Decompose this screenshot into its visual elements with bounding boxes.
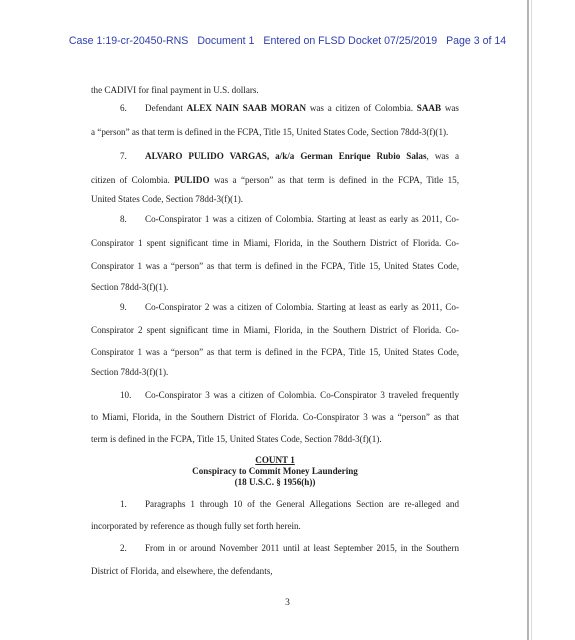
paragraph-8-line-4: Section 78dd-3(f)(1). — [91, 282, 169, 292]
count-statute: (18 U.S.C. § 1956(h)) — [234, 477, 316, 487]
paragraph-7-line-1: 7. ALVARO PULIDO VARGAS, a/k/a German Enrique Rubio Salas, was a — [120, 151, 460, 161]
docket-header — [0, 35, 575, 47]
paragraph-10-line-2: to Miami, Florida, in the Southern District of Florida. Co-Conspirator 3 was a “person” as that — [91, 412, 459, 422]
paragraph-10-line-3: term is defined in the FCPA, Title 15, United States Code, Section 78dd-3(f)(1). — [91, 434, 382, 444]
paragraph-7-line-3: United States Code, Section 78dd-3(f)(1). — [91, 194, 244, 204]
scan-edge-line-secondary — [531, 0, 532, 640]
paragraph-number: 6. — [120, 103, 127, 113]
paragraph-8-line-2: Conspirator 1 spent significant time in Miami, Florida, in the Southern District of Florida. Co- — [91, 238, 459, 248]
header-document: Document 1 — [197, 35, 255, 47]
paragraph-number: 10. — [120, 390, 132, 400]
count-heading — [91, 455, 459, 488]
header-page: Page 3 of 14 — [446, 35, 507, 47]
paragraph-number: 9. — [120, 302, 127, 312]
paragraph-8-line-3: Conspirator 1 was a “person” as that term is defined in the FCPA, Title 15, United States Code, — [91, 261, 459, 271]
count-paragraph-2-line-2: District of Florida, and elsewhere, the defendants, — [91, 566, 273, 576]
paragraph-6-line-2: a “person” as that term is defined in the FCPA, Title 15, United States Code, Section 78dd-3(f)(1). — [91, 127, 449, 137]
count-subtitle: Conspiracy to Commit Money Laundering — [192, 466, 358, 476]
paragraph-number: 8. — [120, 214, 127, 224]
paragraph-10-line-1: 10. Co-Conspirator 3 was a citizen of Colombia. Co-Conspirator 3 traveled frequently — [120, 390, 459, 400]
header-entered: Entered on FLSD Docket 07/25/2019 — [263, 35, 438, 47]
count-paragraph-2-line-1: 2. From in or around November 2011 until at least September 2015, in the Southern — [120, 543, 459, 553]
paragraph-9-line-3: Conspirator 1 was a “person” as that term is defined in the FCPA, Title 15, United States Code, — [91, 347, 459, 357]
header-case-number: Case 1:19-cr-20450-RNS — [68, 35, 189, 47]
paragraph-9-line-2: Conspirator 2 spent significant time in Miami, Florida, in the Southern District of Florida. Co- — [91, 325, 459, 335]
paragraph-6-line-1: 6. Defendant ALEX NAIN SAAB MORAN was a citizen of Colombia. SAAB was — [120, 103, 459, 113]
paragraph-8-line-1: 8. Co-Conspirator 1 was a citizen of Colombia. Starting at least as early as 2011, Co- — [120, 214, 459, 224]
paragraph-number: 1. — [120, 499, 127, 509]
page-number: 3 — [285, 598, 290, 608]
paragraph-line: the CADIVI for final payment in U.S. dollars. — [91, 85, 259, 95]
paragraph-7-line-2: citizen of Colombia. PULIDO was a “person” as that term is defined in the FCPA, Title 15, — [91, 175, 459, 185]
paragraph-9-line-4: Section 78dd-3(f)(1). — [91, 367, 169, 377]
paragraph-number: 2. — [120, 543, 127, 553]
count-paragraph-1-line-2: incorporated by reference as though fully set forth herein. — [91, 521, 301, 531]
count-paragraph-1-line-1: 1. Paragraphs 1 through 10 of the General Allegations Section are re-alleged and — [120, 499, 459, 509]
scan-edge-line — [527, 0, 529, 640]
paragraph-number: 7. — [120, 151, 127, 161]
paragraph-9-line-1: 9. Co-Conspirator 2 was a citizen of Colombia. Starting at least as early as 2011, Co- — [120, 302, 459, 312]
count-title: COUNT 1 — [255, 455, 295, 465]
